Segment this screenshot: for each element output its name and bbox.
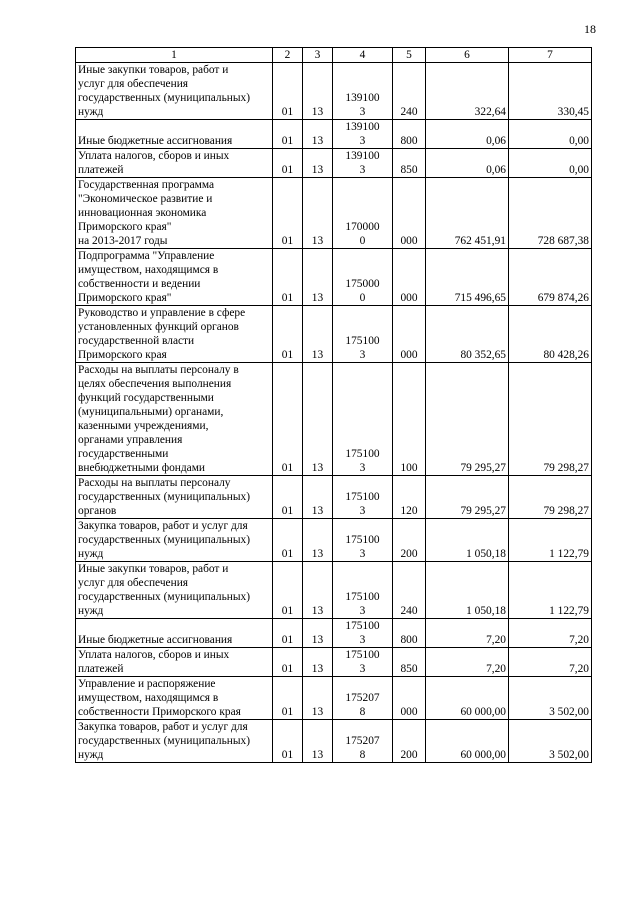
target-article-cell: 175100 3 [333,619,393,648]
expense-type-cell: 200 [393,720,426,763]
section-code-cell: 01 [273,519,303,562]
row-name-cell: Расходы на выплаты персоналу в целях обеспечения выполнения функций государственными (муниципальными) органами, казенными учреждениями, органами управления государственными внебюджетными фондами [76,363,273,476]
target-article-cell: 139100 3 [333,149,393,178]
table-row [76,562,592,619]
amount-year1-cell: 1 050,18 [426,562,509,619]
amount-year2-cell: 3 502,00 [509,720,592,763]
table-row [76,63,592,120]
row-name-cell: Руководство и управление в сфере установленных функций органов государственной власти Приморского края [76,306,273,363]
column-header: 3 [303,48,333,63]
section-code-cell: 01 [273,562,303,619]
table-row [76,677,592,720]
row-name-cell: Подпрограмма "Управление имуществом, находящимся в собственности и ведении Приморского края" [76,249,273,306]
expense-type-cell: 800 [393,120,426,149]
section-code-cell: 01 [273,648,303,677]
target-article-cell: 175207 8 [333,677,393,720]
amount-year2-cell: 679 874,26 [509,249,592,306]
target-article-cell: 175207 8 [333,720,393,763]
amount-year2-cell: 3 502,00 [509,677,592,720]
expense-type-cell: 200 [393,519,426,562]
row-name-cell: Закупка товаров, работ и услуг для государственных (муниципальных) нужд [76,720,273,763]
table-row [76,149,592,178]
subsection-code-cell: 13 [303,619,333,648]
subsection-code-cell: 13 [303,720,333,763]
subsection-code-cell: 13 [303,476,333,519]
table-header-row [76,48,592,63]
table-row [76,619,592,648]
expense-type-cell: 850 [393,149,426,178]
amount-year1-cell: 7,20 [426,619,509,648]
amount-year1-cell: 80 352,65 [426,306,509,363]
subsection-code-cell: 13 [303,648,333,677]
row-name-cell: Иные бюджетные ассигнования [76,120,273,149]
amount-year2-cell: 330,45 [509,63,592,120]
budget-table [75,47,592,763]
subsection-code-cell: 13 [303,63,333,120]
table-row [76,249,592,306]
table-row [76,476,592,519]
amount-year2-cell: 0,00 [509,120,592,149]
expense-type-cell: 240 [393,63,426,120]
row-name-cell: Иные закупки товаров, работ и услуг для обеспечения государственных (муниципальных) нужд [76,63,273,120]
amount-year1-cell: 7,20 [426,648,509,677]
column-header: 7 [509,48,592,63]
target-article-cell: 175000 0 [333,249,393,306]
expense-type-cell: 100 [393,363,426,476]
section-code-cell: 01 [273,720,303,763]
expense-type-cell: 000 [393,677,426,720]
expense-type-cell: 000 [393,249,426,306]
subsection-code-cell: 13 [303,306,333,363]
row-name-cell: Иные закупки товаров, работ и услуг для обеспечения государственных (муниципальных) нужд [76,562,273,619]
amount-year1-cell: 60 000,00 [426,720,509,763]
row-name-cell: Закупка товаров, работ и услуг для государственных (муниципальных) нужд [76,519,273,562]
row-name-cell: Государственная программа "Экономическое развитие и инновационная экономика Приморского края" на 2013-2017 годы [76,178,273,249]
amount-year2-cell: 728 687,38 [509,178,592,249]
target-article-cell: 175100 3 [333,363,393,476]
table-row [76,519,592,562]
section-code-cell: 01 [273,363,303,476]
table-row [76,306,592,363]
row-name-cell: Уплата налогов, сборов и иных платежей [76,648,273,677]
target-article-cell: 170000 0 [333,178,393,249]
table-row [76,648,592,677]
section-code-cell: 01 [273,619,303,648]
amount-year2-cell: 79 298,27 [509,363,592,476]
amount-year1-cell: 1 050,18 [426,519,509,562]
column-header: 5 [393,48,426,63]
section-code-cell: 01 [273,120,303,149]
row-name-cell: Расходы на выплаты персоналу государственных (муниципальных) органов [76,476,273,519]
column-header: 1 [76,48,273,63]
subsection-code-cell: 13 [303,120,333,149]
target-article-cell: 175100 3 [333,306,393,363]
subsection-code-cell: 13 [303,677,333,720]
expense-type-cell: 000 [393,306,426,363]
section-code-cell: 01 [273,476,303,519]
amount-year2-cell: 1 122,79 [509,519,592,562]
amount-year2-cell: 1 122,79 [509,562,592,619]
section-code-cell: 01 [273,178,303,249]
amount-year1-cell: 79 295,27 [426,363,509,476]
subsection-code-cell: 13 [303,249,333,306]
subsection-code-cell: 13 [303,363,333,476]
column-header: 2 [273,48,303,63]
column-header: 6 [426,48,509,63]
table-body [76,63,592,763]
subsection-code-cell: 13 [303,149,333,178]
expense-type-cell: 850 [393,648,426,677]
amount-year2-cell: 79 298,27 [509,476,592,519]
column-header: 4 [333,48,393,63]
row-name-cell: Иные бюджетные ассигнования [76,619,273,648]
subsection-code-cell: 13 [303,178,333,249]
section-code-cell: 01 [273,63,303,120]
subsection-code-cell: 13 [303,519,333,562]
table-row [76,363,592,476]
table-row [76,178,592,249]
row-name-cell: Управление и распоряжение имуществом, находящимся в собственности Приморского края [76,677,273,720]
expense-type-cell: 800 [393,619,426,648]
section-code-cell: 01 [273,249,303,306]
row-name-cell: Уплата налогов, сборов и иных платежей [76,149,273,178]
target-article-cell: 139100 3 [333,63,393,120]
amount-year1-cell: 0,06 [426,120,509,149]
expense-type-cell: 000 [393,178,426,249]
amount-year1-cell: 60 000,00 [426,677,509,720]
amount-year2-cell: 0,00 [509,149,592,178]
expense-type-cell: 240 [393,562,426,619]
amount-year1-cell: 0,06 [426,149,509,178]
target-article-cell: 175100 3 [333,648,393,677]
target-article-cell: 175100 3 [333,562,393,619]
amount-year2-cell: 7,20 [509,648,592,677]
amount-year1-cell: 762 451,91 [426,178,509,249]
section-code-cell: 01 [273,306,303,363]
amount-year1-cell: 322,64 [426,63,509,120]
amount-year1-cell: 79 295,27 [426,476,509,519]
table-row [76,720,592,763]
expense-type-cell: 120 [393,476,426,519]
target-article-cell: 175100 3 [333,519,393,562]
target-article-cell: 139100 3 [333,120,393,149]
amount-year2-cell: 7,20 [509,619,592,648]
amount-year2-cell: 80 428,26 [509,306,592,363]
section-code-cell: 01 [273,677,303,720]
page-number: 18 [584,22,596,36]
amount-year1-cell: 715 496,65 [426,249,509,306]
section-code-cell: 01 [273,149,303,178]
subsection-code-cell: 13 [303,562,333,619]
target-article-cell: 175100 3 [333,476,393,519]
table-row [76,120,592,149]
